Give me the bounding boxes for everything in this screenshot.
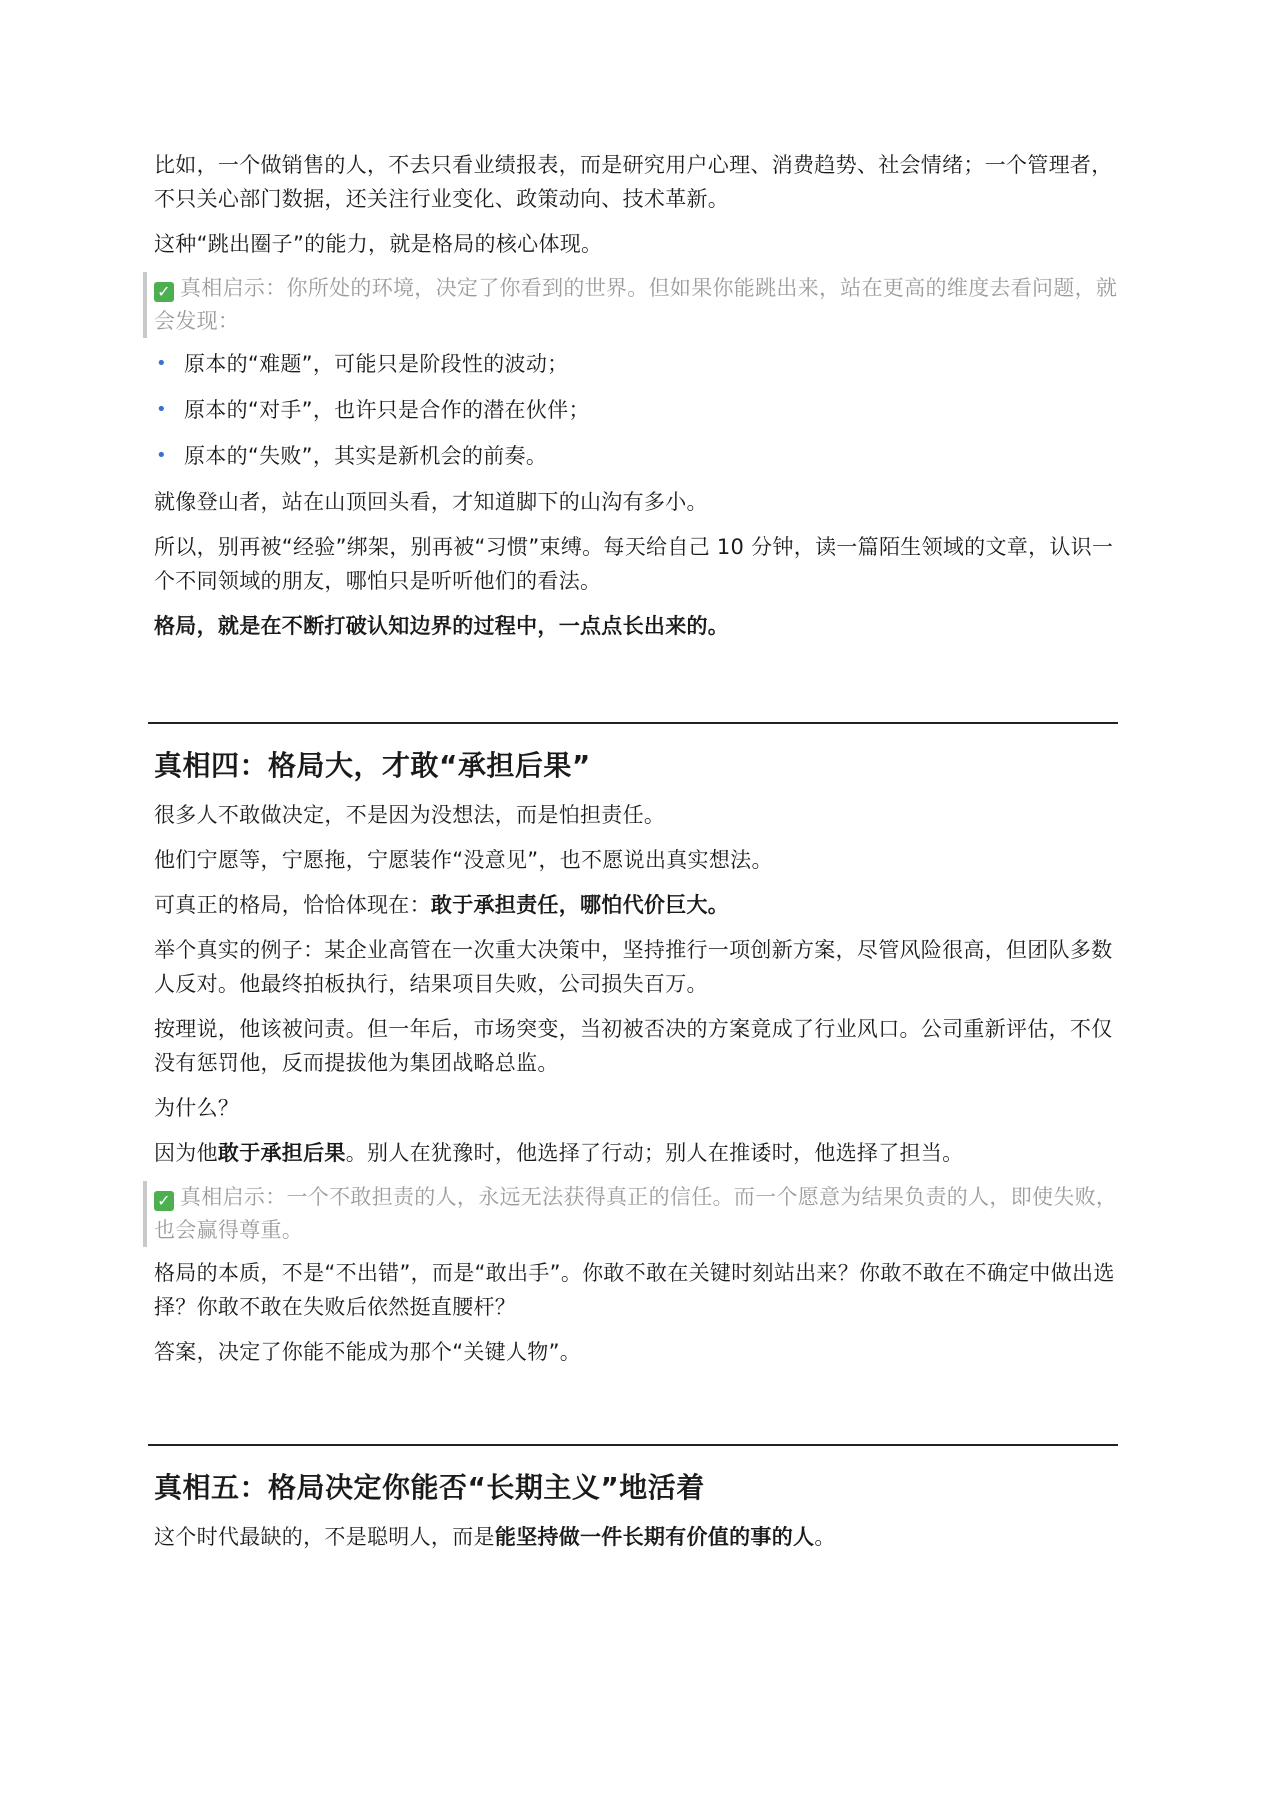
paragraph: 这种“跳出圈子”的能力，就是格局的核心体现。: [154, 232, 603, 256]
bold-text: 能坚持做一件长期有价值的事的人: [494, 1525, 815, 1549]
paragraph: 答案，决定了你能不能成为那个“关键人物”。: [154, 1340, 582, 1364]
paragraph: 举个真实的例子：某企业高管在一次重大决策中，坚持推行一项创新方案，尽管风险很高，但团队多数人反对。他最终拍板执行，结果项目失败，公司损失百万。: [154, 938, 1113, 996]
bold-text: 敢于承担后果: [217, 1141, 346, 1165]
bullet-list: [154, 347, 1118, 473]
paragraph: 按理说，他该被问责。但一年后，市场突变，当初被否决的方案竟成了行业风口。公司重新评估，不仅没有惩罚他，反而提拔他为集团战略总监。: [154, 1017, 1113, 1075]
insight-quote: [143, 1181, 1118, 1247]
paragraph: 因为他敢于承担后果。别人在犹豫时，他选择了行动；别人在推诿时，他选择了担当。: [154, 1141, 964, 1165]
bullet-icon: •: [156, 399, 167, 420]
paragraph: 这个时代最缺的，不是聪明人，而是能坚持做一件长期有价值的事的人。: [154, 1525, 836, 1549]
paragraph: 可真正的格局，恰恰体现在：敢于承担责任，哪怕代价巨大。: [154, 893, 730, 917]
paragraph: 他们宁愿等，宁愿拖，宁愿装作“没意见”，也不愿说出真实想法。: [154, 848, 773, 872]
bold-text: 敢于承担责任，哪怕代价巨大。: [430, 893, 730, 917]
list-item: • 原本的“失败”，其实是新机会的前奏。: [154, 439, 1118, 473]
quote-text: 真相启示：一个不敢担责的人，永远无法获得真正的信任。而一个愿意为结果负责的人，即使失败，也会赢得尊重。: [154, 1185, 1118, 1242]
paragraph: 为什么？: [154, 1096, 240, 1120]
paragraph: 很多人不敢做决定，不是因为没想法，而是怕担责任。: [154, 803, 666, 827]
check-mark-icon: ✓: [154, 1191, 174, 1211]
quote-text: 真相启示：你所处的环境，决定了你看到的世界。但如果你能跳出来，站在更高的维度去看问题，就会发现：: [154, 276, 1118, 333]
paragraph: 就像登山者，站在山顶回头看，才知道脚下的山沟有多小。: [154, 490, 708, 514]
list-item: • 原本的“难题”，可能只是阶段性的波动；: [154, 347, 1118, 381]
check-mark-icon: ✓: [154, 282, 174, 302]
bullet-icon: •: [156, 445, 167, 466]
paragraph: 比如，一个做销售的人，不去只看业绩报表，而是研究用户心理、消费趋势、社会情绪；一个管理者，不只关心部门数据，还关注行业变化、政策动向、技术革新。: [154, 153, 1113, 211]
list-item: • 原本的“对手”，也许只是合作的潜在伙伴；: [154, 393, 1118, 427]
section-title: 真相五：格局决定你能否“长期主义”地活着: [154, 1471, 705, 1504]
section-title: 真相四：格局大，才敢“承担后果”: [154, 749, 591, 782]
insight-quote: [143, 272, 1118, 338]
paragraph: 格局的本质，不是“不出错”，而是“敢出手”。你敢不敢在关键时刻站出来？你敢不敢在不确定中做出选择？你敢不敢在失败后依然挺直腰杆？: [154, 1261, 1115, 1319]
emphasis-paragraph: 格局，就是在不断打破认知边界的过程中，一点点长出来的。: [154, 614, 730, 638]
bullet-icon: •: [156, 353, 167, 374]
paragraph: 所以，别再被“经验”绑架，别再被“习惯”束缚。每天给自己 10 分钟，读一篇陌生领域的文章，认识一个不同领域的朋友，哪怕只是听听他们的看法。: [154, 535, 1114, 593]
